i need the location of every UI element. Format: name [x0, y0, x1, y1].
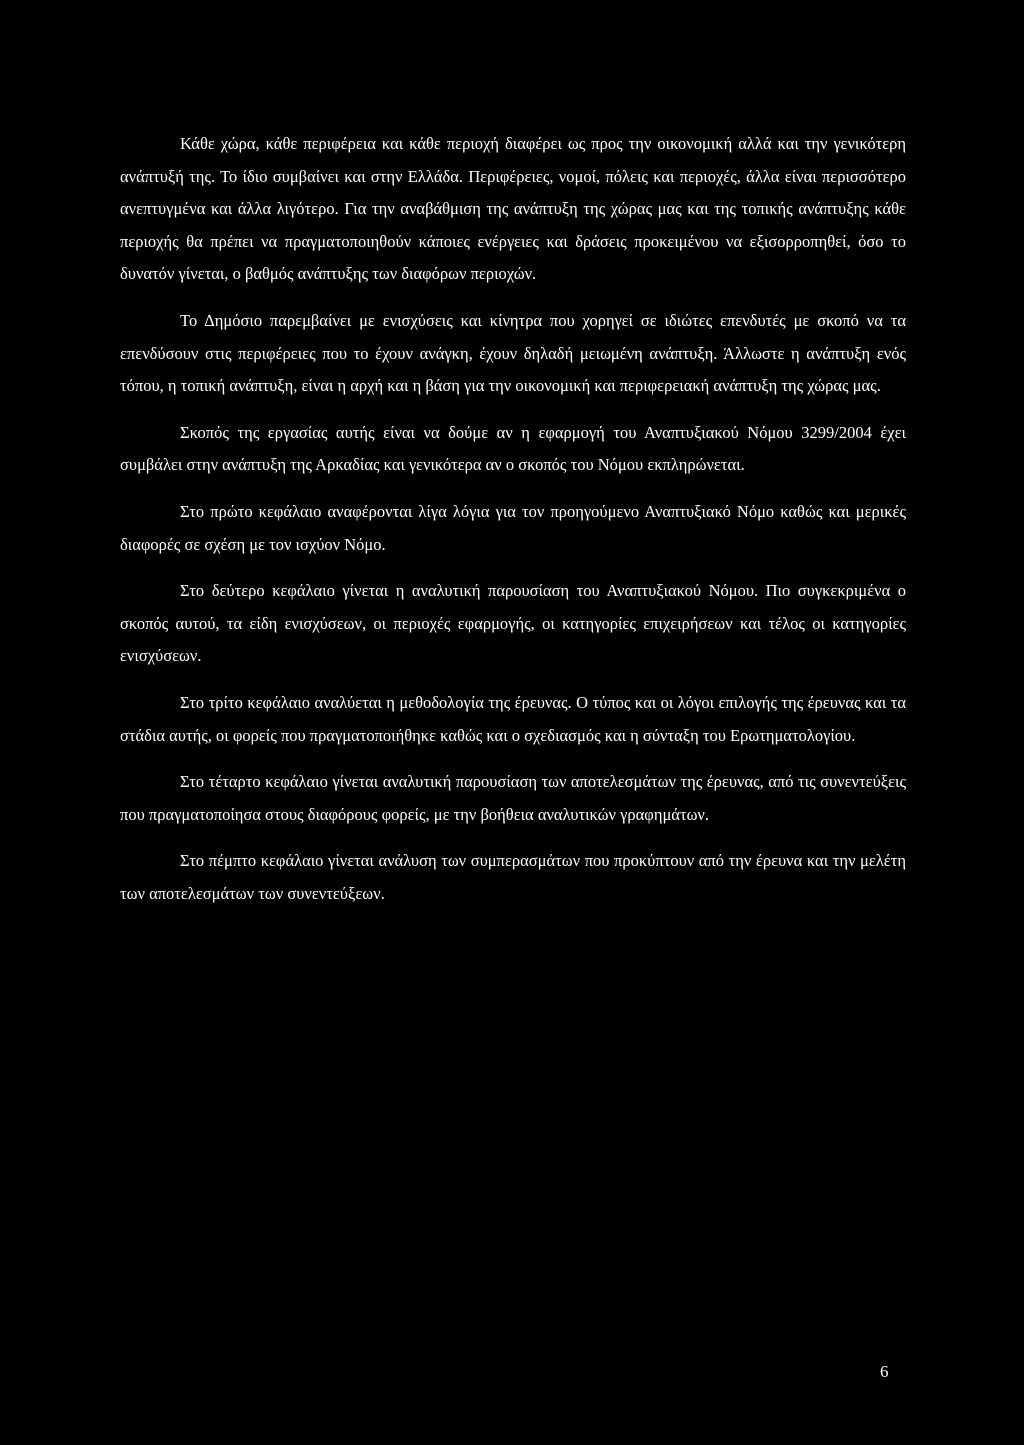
paragraph-chapter-1: Στο πρώτο κεφάλαιο αναφέρονται λίγα λόγια για τον προηγούμενο Αναπτυξιακό Νόμο καθώς και μερικές διαφορές σε σχέση με τον ισχύον Νόμο. — [120, 501, 906, 554]
paragraph-purpose: Σκοπός της εργασίας αυτής είναι να δούμε αν η εφαρμογή του Αναπτυξιακού Νόμου 3299/2004 έχει συμβάλει στην ανάπτυξη της Αρκαδίας και γενικότερα αν ο σκοπός του Νόμου εκπληρώνεται. — [120, 422, 906, 475]
paragraph-chapter-3: Στο τρίτο κεφάλαιο αναλύεται η μεθοδολογία της έρευνας. Ο τύπος και οι λόγοι επιλογής της έρευνας και τα στάδια αυτής, οι φορείς που πραγματοποιήθηκε καθώς και ο σχεδιασμός και η σύνταξη του Ερωτηματολογίου. — [120, 692, 906, 745]
page-number: 6 — [880, 1362, 889, 1381]
paragraph-chapter-4: Στο τέταρτο κεφάλαιο γίνεται αναλυτική παρουσίαση των αποτελεσμάτων της έρευνας, από τις συνεντεύξεις που πραγματοποίησα στους διαφόρους φορείς, με την βοήθεια αναλυτικών γραφημάτων. — [120, 772, 906, 824]
paragraph-chapter-5: Στο πέμπτο κεφάλαιο γίνεται ανάλυση των συμπερασμάτων που προκύπτουν από την έρευνα και την μελέτη των αποτελεσμάτων των συνεντεύξεων. — [120, 851, 906, 903]
document-body — [120, 128, 906, 910]
paragraph-intro: Κάθε χώρα, κάθε περιφέρεια και κάθε περιοχή διαφέρει ως προς την οικονομική αλλά και την γενικότερη ανάπτυξή της. Το ίδιο συμβαίνει και στην Ελλάδα. Περιφέρειες, νομοί, πόλεις και περιοχές, άλλα είναι περισσότερο ανεπτυγμένα και άλλα λιγότερο. Για την αναβάθμιση της ανάπτυξη της χώρας μας και της τοπικής ανάπτυξης κάθε περιοχής θα πρέπει να πραγματοποιηθούν κάποιες ενέργειες και δράσεις προκειμένου να εξισορροπηθεί, όσο το δυνατόν γίνεται, ο βαθμός ανάπτυξης των διαφόρων περιοχών. — [120, 134, 906, 284]
paragraph-chapter-2: Στο δεύτερο κεφάλαιο γίνεται η αναλυτική παρουσίαση του Αναπτυξιακού Νόμου. Πιο συγκεκριμένα ο σκοπός αυτού, τα είδη ενισχύσεων, οι περιοχές εφαρμογής, οι κατηγορίες επιχειρήσεων και τέλος οι κατηγορίες ενισχύσεων. — [120, 581, 906, 666]
paragraph-state-intervention: Το Δημόσιο παρεμβαίνει με ενισχύσεις και κίνητρα που χορηγεί σε ιδιώτες επενδυτές με σκοπό να τα επενδύσουν στις περιφέρειες που το έχουν ανάγκη, έχουν δηλαδή μειωμένη ανάπτυξη. Άλλωστε η ανάπτυξη ενός τόπου, η τοπική ανάπτυξη, είναι η αρχή και η βάση για την οικονομική και περιφερειακή ανάπτυξη της χώρας μας. — [120, 310, 906, 396]
